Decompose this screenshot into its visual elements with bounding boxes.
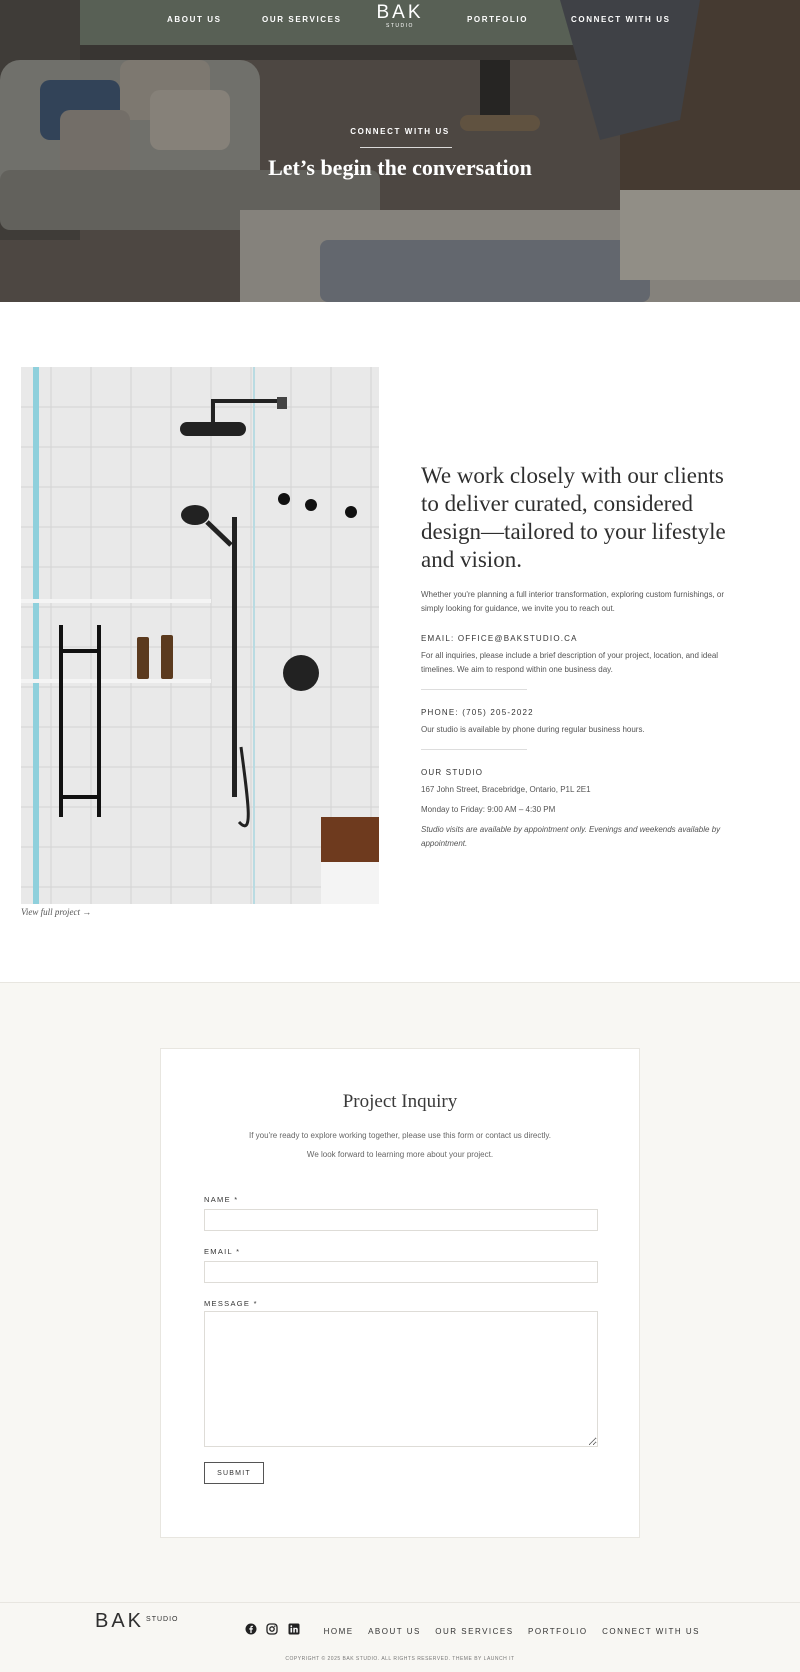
logo-main-text: BAK [376,2,424,23]
about-lead-text: Whether you're planning a full interior transformation, exploring custom furnishings, or simply looking for guidance, we invite you to reach out. [421,590,725,613]
contact-info-section [0,302,800,982]
nav-link-about[interactable]: ABOUT US [167,15,222,24]
site-logo[interactable] [370,3,430,29]
footer-link-home[interactable]: HOME [323,1627,354,1636]
inquiry-form-card [160,1048,640,1538]
phone-description: Our studio is available by phone during regular business hours. [421,725,645,734]
site-footer [0,1602,800,1672]
hero-title: Let’s begin the conversation [268,155,532,180]
hero-overlay [0,0,800,302]
email-field[interactable] [204,1261,598,1283]
phone-label[interactable]: PHONE: (705) 205-2022 [421,708,534,717]
divider [421,749,527,750]
footer-logo-sub: STUDIO [146,1616,179,1623]
footer-nav [314,1621,700,1639]
footer-logo[interactable] [95,1610,178,1633]
bathroom-project-photo[interactable] [21,367,379,904]
divider [421,689,527,690]
footer-link-about[interactable]: ABOUT US [368,1627,421,1636]
message-field[interactable] [204,1311,598,1447]
linkedin-icon[interactable] [288,1622,300,1634]
inquiry-title: Project Inquiry [342,1091,458,1112]
instagram-icon[interactable] [266,1622,278,1634]
logo-sub-text: STUDIO [386,23,414,29]
facebook-icon[interactable] [245,1622,257,1634]
inquiry-section [0,982,800,1602]
nav-link-connect[interactable]: CONNECT WITH US [571,15,671,24]
nav-link-portfolio[interactable]: PORTFOLIO [467,15,529,24]
hero-eyebrow: CONNECT WITH US [350,127,450,136]
top-nav [0,0,800,40]
message-label: MESSAGE * [204,1299,258,1308]
footer-logo-main: BAK [95,1610,145,1632]
submit-button[interactable]: SUBMIT [204,1462,264,1484]
studio-visits-note: Studio visits are available by appointment only. Evenings and weekends available by appointment. [421,825,721,848]
studio-address: 167 John Street, Bracebridge, Ontario, P1L 2E1 [421,785,591,794]
email-label[interactable]: EMAIL: OFFICE@BAKSTUDIO.CA [421,634,578,643]
inquiry-intro-secondary: We look forward to learning more about your project. [306,1150,494,1159]
hero-section [0,0,800,302]
studio-label: OUR STUDIO [421,768,484,777]
social-links [245,1619,305,1637]
footer-link-connect[interactable]: CONNECT WITH US [602,1627,700,1636]
footer-link-services[interactable]: OUR SERVICES [435,1627,514,1636]
contact-copy [421,462,731,851]
view-full-project-link[interactable]: View full project → [21,907,92,917]
email-field-label: EMAIL * [204,1247,241,1256]
nav-link-services[interactable]: OUR SERVICES [262,15,342,24]
name-label: NAME * [204,1195,239,1204]
footer-link-portfolio[interactable]: PORTFOLIO [528,1627,588,1636]
studio-hours: Monday to Friday: 9:00 AM – 4:30 PM [421,805,556,814]
about-heading: We work closely with our clients to deliver curated, considered design—tailored to your lifestyle and vision. [421,463,726,572]
inquiry-intro: If you're ready to explore working together, please use this form or contact us directly. [249,1131,551,1140]
copyright-text: COPYRIGHT © 2025 BAK STUDIO. ALL RIGHTS RESERVED. THEME BY LAUNCH IT [285,1656,515,1662]
hero-divider [360,147,452,148]
name-field[interactable] [204,1209,598,1231]
email-description: For all inquiries, please include a brief description of your project, location, and ideal timelines. We aim to respond within one business day. [421,651,719,674]
